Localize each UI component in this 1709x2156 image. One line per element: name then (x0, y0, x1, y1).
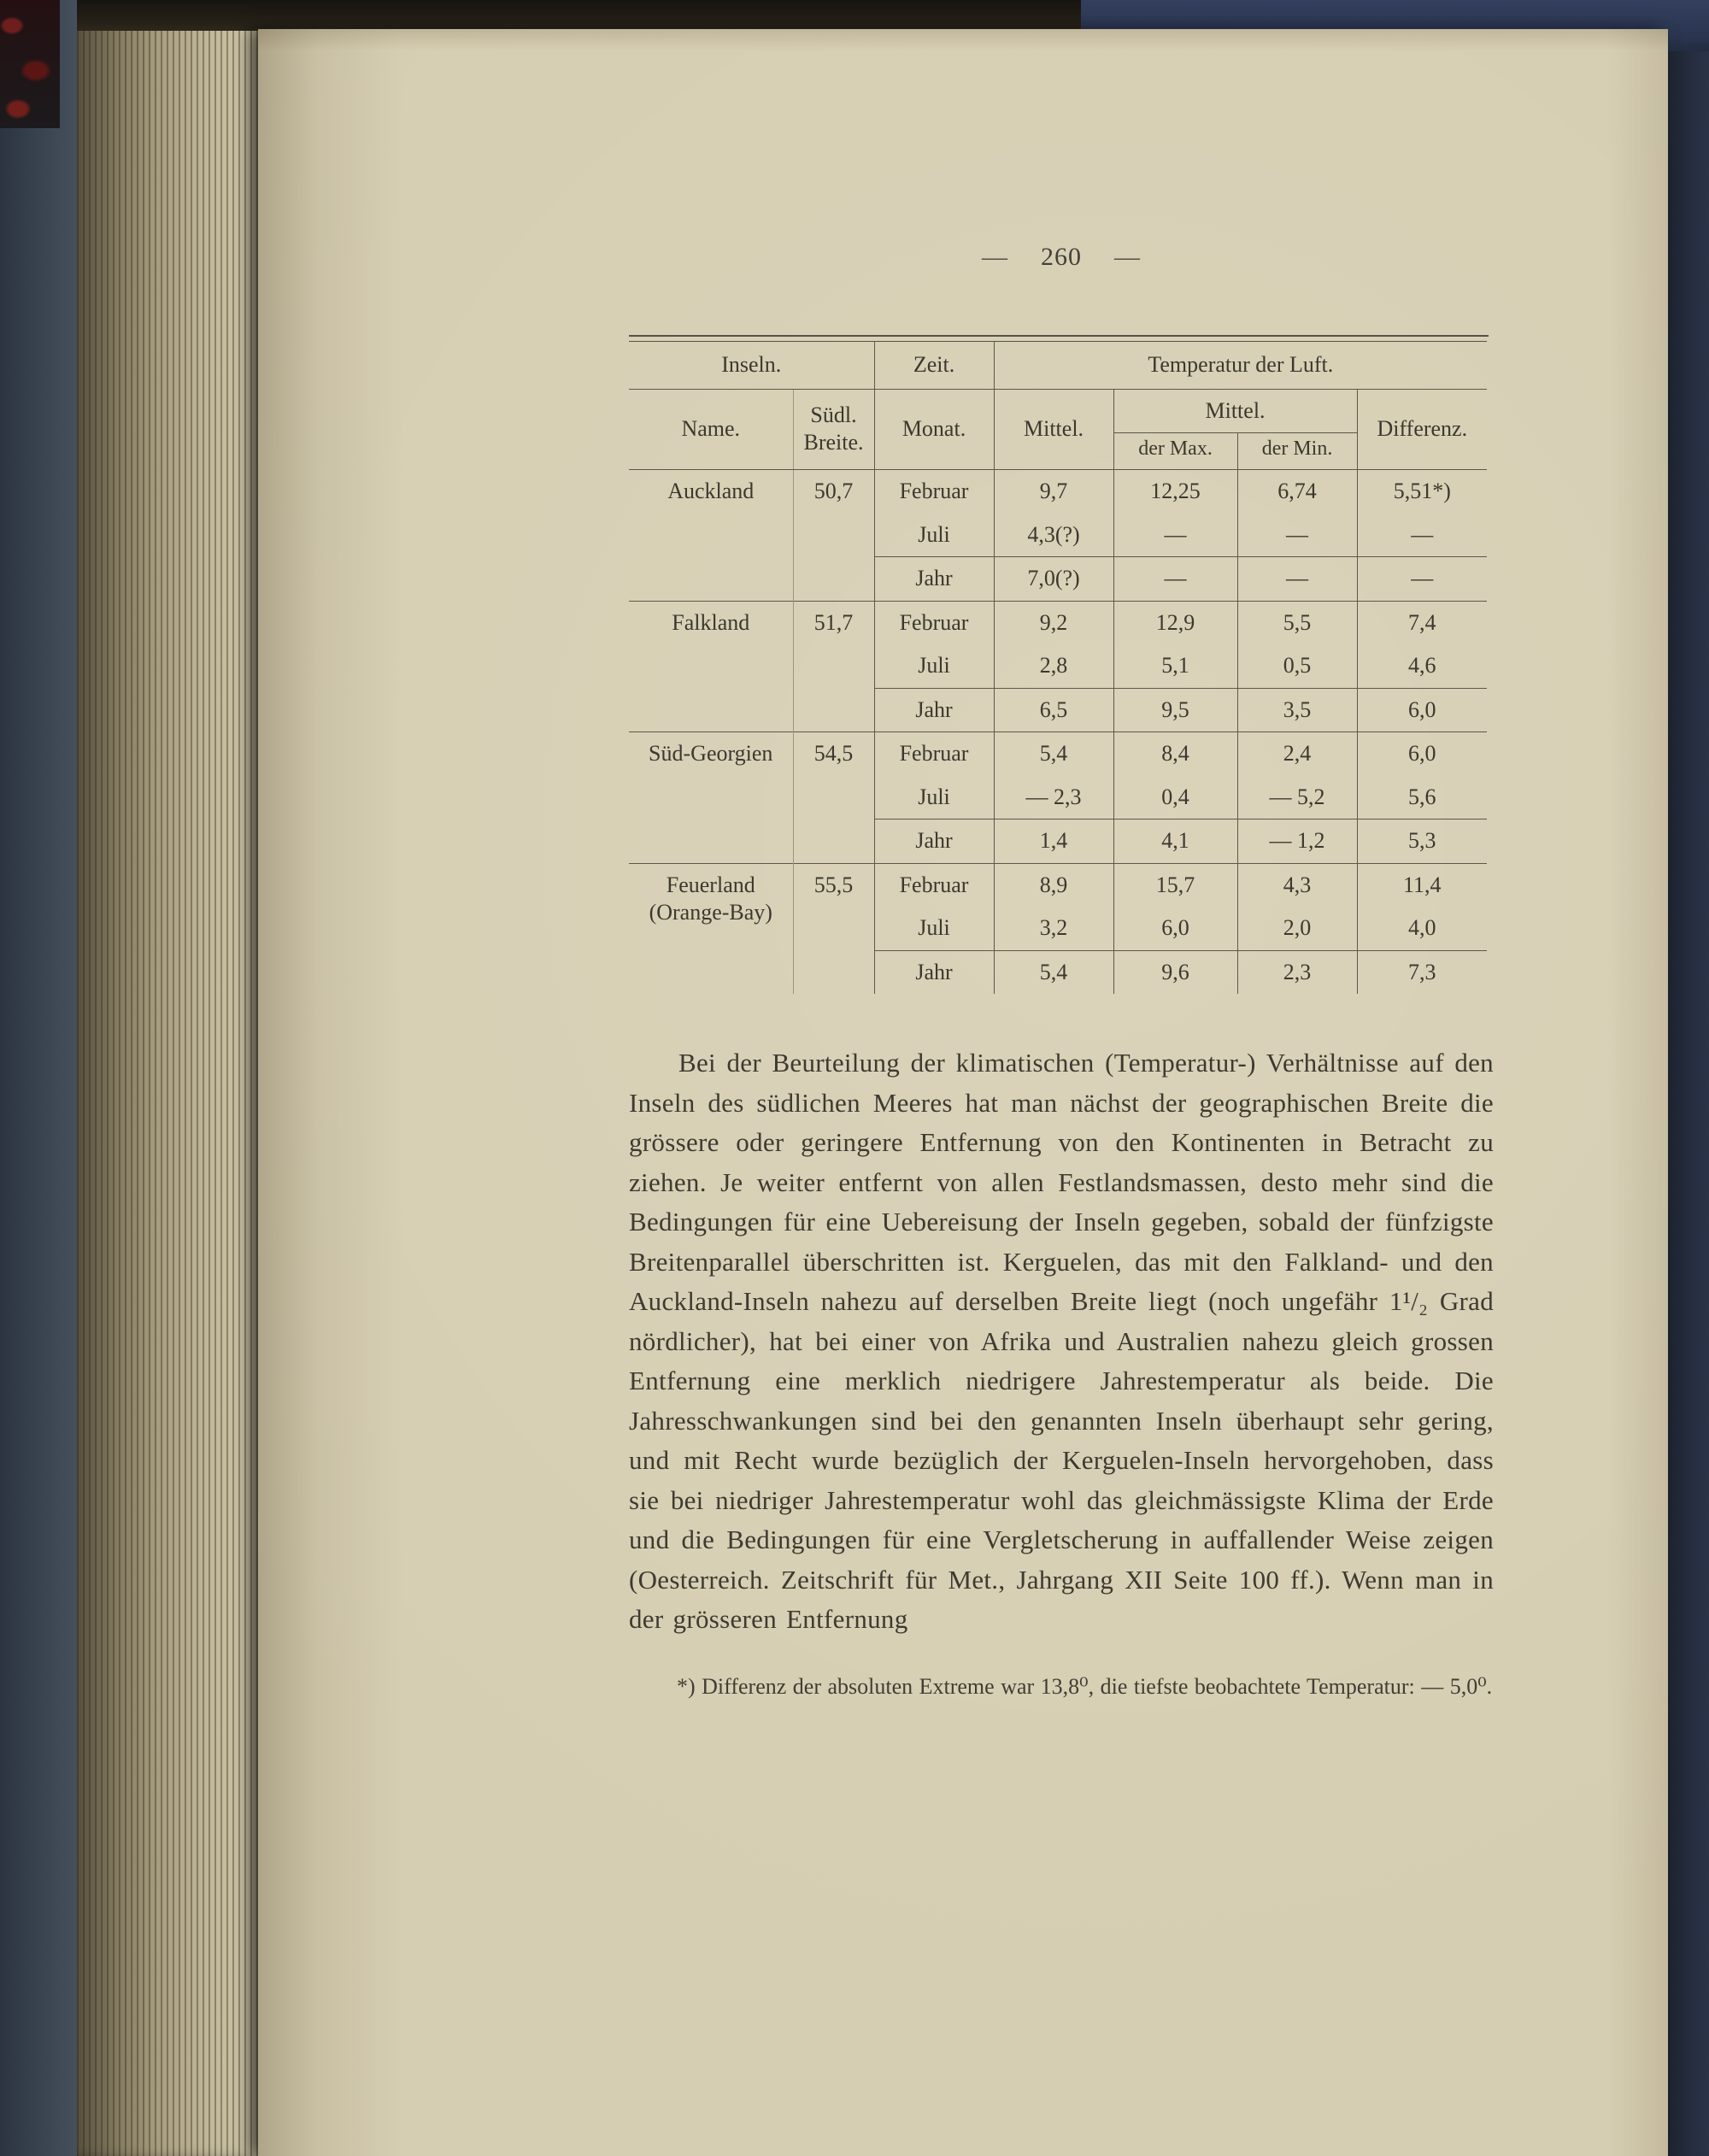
cell-mittel: 5,4 (994, 732, 1113, 776)
cell-min: 2,0 (1237, 907, 1357, 950)
cell-mittel: 8,9 (994, 863, 1113, 907)
cell-monat: Februar (874, 470, 994, 514)
cell-monat: Februar (874, 863, 994, 907)
body-paragraph: Bei der Beurteilung der klimatischen (Temperatur-) Verhältnisse auf den Inseln des südlichen Meeres hat man nächst der geographischen Breite die grössere oder geringere Entfernung von den Kontinenten in Betracht zu ziehen. Je weiter entfernt von allen Festlandsmassen, desto mehr sind die Bedingungen für eine Uebereisung der Inseln gegeben, sobald der fünfzigste Breitenparallel überschritten ist. Kerguelen, das mit den Falkland- und den Auckland-Inseln nahezu auf derselben Breite liegt (noch ungefähr 1¹/₂ Grad nördlicher), hat bei einer von Afrika und Australien nahezu gleich grossen Entfernung eine merklich niedrigere Jahrestemperatur als beide. Die Jahresschwankungen sind bei den genannten Inseln überhaupt sehr gering, und mit Recht wurde bezüglich der Kerguelen-Inseln hervorgehoben, dass sie bei niedriger Jahrestemperatur wohl das gleichmässigste Klima der Erde und die Bedingungen für eine Vergletscherung in auffallender Weise zeigen (Oesterreich. Zeitschrift für Met., Jahrgang XII Seite 100 ff.). Wenn man in der grösseren Entfernung (629, 1048, 1494, 1634)
page-number-value: 260 (1041, 243, 1082, 271)
cell-monat: Jahr (874, 688, 994, 732)
island-breite: 55,5 (793, 863, 874, 994)
cell-differenz: 7,4 (1357, 601, 1487, 644)
cell-monat: Juli (874, 776, 994, 820)
cell-monat: Jahr (874, 557, 994, 602)
cell-mittel: 1,4 (994, 820, 1113, 864)
cell-max: 4,1 (1113, 820, 1237, 864)
cell-max: — (1113, 514, 1237, 557)
cell-monat: Jahr (874, 820, 994, 864)
cell-max: 9,6 (1113, 950, 1237, 994)
cell-monat: Juli (874, 907, 994, 950)
island-name: Süd-Georgien (649, 741, 773, 766)
cell-differenz: — (1357, 514, 1487, 557)
cell-min: 3,5 (1237, 688, 1357, 732)
cell-min: 2,4 (1237, 732, 1357, 776)
cell-max: 6,0 (1113, 907, 1237, 950)
cell-differenz: 4,6 (1357, 644, 1487, 688)
header-der-max: der Max. (1113, 433, 1237, 470)
page-edge-stack (77, 0, 258, 2156)
island-name-line2: (Orange-Bay) (649, 900, 772, 925)
table-body (629, 470, 1487, 995)
table-row (629, 732, 1487, 776)
island-name: Feuerland (666, 872, 755, 897)
island-name-cell (629, 470, 793, 602)
cell-monat: Juli (874, 514, 994, 557)
book-cover-left (0, 0, 77, 2156)
table-row (629, 470, 1487, 514)
cell-differenz: 6,0 (1357, 688, 1487, 732)
header-mittel: Mittel. (994, 389, 1113, 470)
island-name-cell (629, 863, 793, 994)
island-name: Falkland (672, 609, 750, 635)
cell-mittel: 5,4 (994, 950, 1113, 994)
cell-mittel: 4,3(?) (994, 514, 1113, 557)
cell-mittel: — 2,3 (994, 776, 1113, 820)
temperature-table-wrap (629, 335, 1489, 994)
cell-max: 15,7 (1113, 863, 1237, 907)
cell-min: — 5,2 (1237, 776, 1357, 820)
page-top-shadow (77, 0, 1102, 31)
cell-differenz: 5,6 (1357, 776, 1487, 820)
table-header-row (629, 389, 1487, 433)
table-band-row (629, 342, 1487, 390)
cell-mittel: 9,7 (994, 470, 1113, 514)
cell-differenz: 5,51*) (1357, 470, 1487, 514)
page-number (629, 243, 1494, 272)
cell-min: — (1237, 557, 1357, 602)
island-breite: 50,7 (793, 470, 874, 602)
island-name: Auckland (667, 479, 755, 503)
header-der-min: der Min. (1237, 433, 1357, 470)
table-row (629, 863, 1487, 907)
cell-min: 2,3 (1237, 950, 1357, 994)
cell-min: — (1237, 514, 1357, 557)
cell-min: — 1,2 (1237, 820, 1357, 864)
cell-mittel: 7,0(?) (994, 557, 1113, 602)
island-name-cell (629, 601, 793, 732)
cell-differenz: 7,3 (1357, 950, 1487, 994)
cell-min: 5,5 (1237, 601, 1357, 644)
cell-min: 6,74 (1237, 470, 1357, 514)
cell-max: 5,1 (1113, 644, 1237, 688)
cell-max: 8,4 (1113, 732, 1237, 776)
header-mittel-group: Mittel. (1113, 389, 1357, 433)
header-temperatur: Temperatur der Luft. (994, 342, 1487, 390)
header-name: Name. (629, 389, 793, 470)
temperature-table (629, 341, 1487, 994)
island-name-cell (629, 732, 793, 864)
header-monat: Monat. (874, 389, 994, 470)
cell-differenz: 11,4 (1357, 863, 1487, 907)
cell-differenz: 5,3 (1357, 820, 1487, 864)
cell-differenz: 6,0 (1357, 732, 1487, 776)
cell-monat: Februar (874, 732, 994, 776)
page-content (629, 243, 1494, 1705)
cell-mittel: 9,2 (994, 601, 1113, 644)
page-number-dash-left: — (982, 243, 1008, 271)
header-differenz: Differenz. (1357, 389, 1487, 470)
cell-differenz: 4,0 (1357, 907, 1487, 950)
page-number-dash-right: — (1114, 243, 1141, 271)
island-breite: 54,5 (793, 732, 874, 864)
book-page (258, 29, 1668, 2156)
cell-monat: Februar (874, 601, 994, 644)
cell-differenz: — (1357, 557, 1487, 602)
cell-monat: Jahr (874, 950, 994, 994)
header-breite: Südl. Breite. (793, 389, 874, 470)
header-inseln: Inseln. (629, 342, 874, 390)
cell-mittel: 2,8 (994, 644, 1113, 688)
cell-min: 0,5 (1237, 644, 1357, 688)
table-row (629, 601, 1487, 644)
header-zeit: Zeit. (874, 342, 994, 390)
cell-max: — (1113, 557, 1237, 602)
table-head (629, 342, 1487, 470)
cell-max: 0,4 (1113, 776, 1237, 820)
cell-mittel: 6,5 (994, 688, 1113, 732)
cell-min: 4,3 (1237, 863, 1357, 907)
neighbor-book-right-edge (1666, 0, 1709, 2156)
cell-mittel: 3,2 (994, 907, 1113, 950)
book-cover-corner (0, 0, 60, 128)
cell-max: 12,25 (1113, 470, 1237, 514)
cell-max: 9,5 (1113, 688, 1237, 732)
cell-monat: Juli (874, 644, 994, 688)
cell-max: 12,9 (1113, 601, 1237, 644)
island-breite: 51,7 (793, 601, 874, 732)
footnote: *) Differenz der absoluten Extreme war 13,8⁰, die tiefste beobachtete Temperatur: — 5,0⁰. (677, 1673, 1493, 1699)
